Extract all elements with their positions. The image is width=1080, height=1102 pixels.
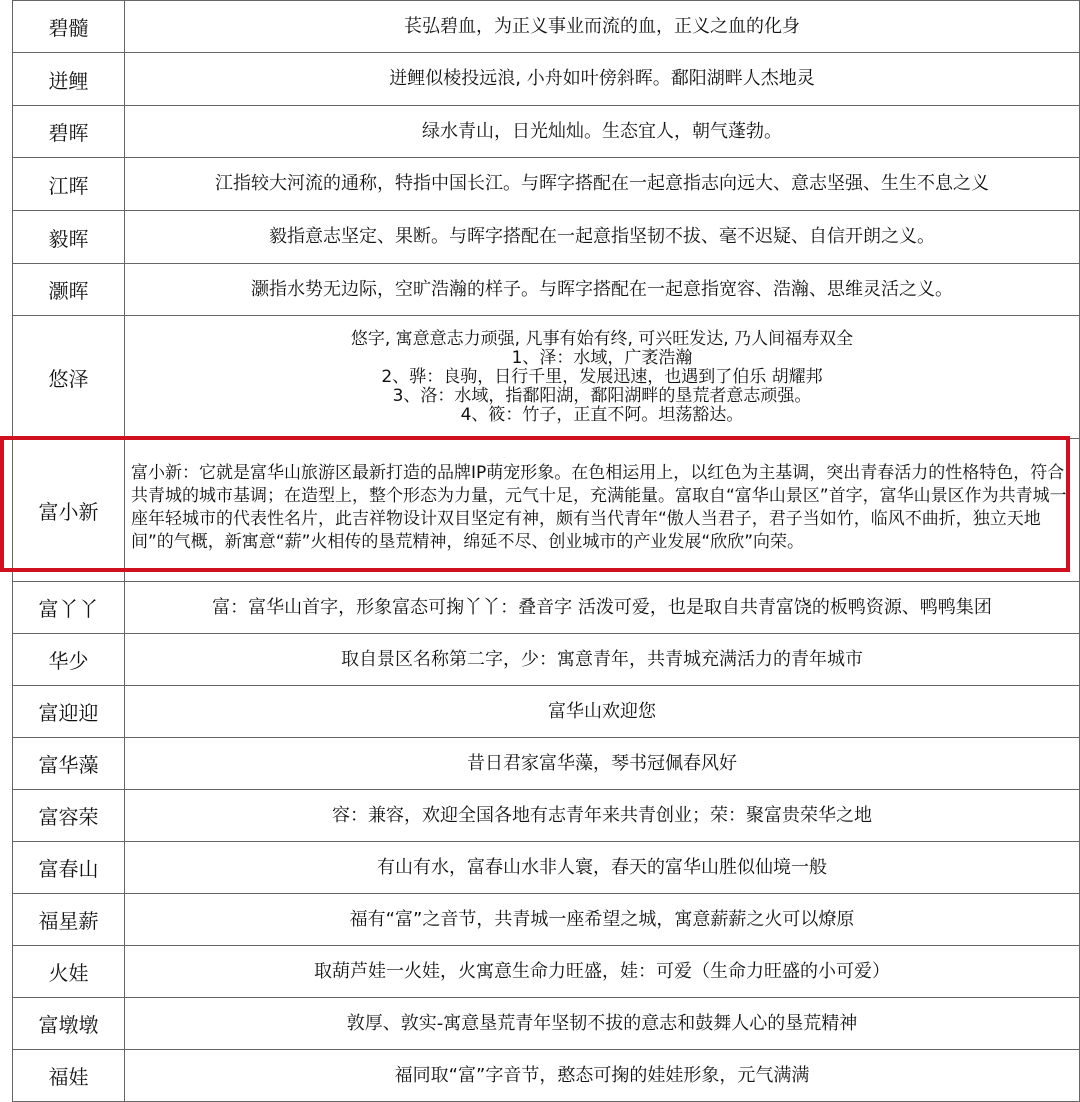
meaning-cell: 富小新：它就是富华山旅游区最新打造的品牌IP萌宠形象。在色相运用上，以红色为主基调，突出青春活力的性格特色，符合共青城的城市基调；在造型上，整个形态为力量，元气十足，充满能量。富取自“富华山景区”首字，富华山景区作为共青城一座年轻城市的代表性名片，此吉祥物设计双目坚定有神，颇有当代青年“傲人当君子，君子当如竹，临风不曲折，独立天地间”的气概，新寓意“薪”火相传的垦荒精神，绵延不尽、创业城市的产业发展“欣欣”向荣。 (125, 439, 1080, 582)
table-row (13, 946, 1080, 998)
meaning-cell: 江指较大河流的通称，特指中国长江。与晖字搭配在一起意指志向远大、意志坚强、生生不息之义 (125, 158, 1080, 211)
meaning-cell: 敦厚、敦实-寓意垦荒青年坚韧不拔的意志和鼓舞人心的垦荒精神 (125, 998, 1080, 1050)
table-row (13, 53, 1080, 106)
name-cell: 富丫丫 (13, 582, 125, 634)
meaning-cell: 富华山欢迎您 (125, 686, 1080, 738)
name-cell: 富容荣 (13, 790, 125, 842)
name-cell: 富春山 (13, 842, 125, 894)
table-row (13, 316, 1080, 439)
name-cell: 碧髓 (13, 1, 125, 53)
table-row (13, 211, 1080, 264)
meaning-line: 悠字, 寓意意志力顽强, 凡事有始有终, 可兴旺发达, 乃人间福寿双全 (350, 328, 854, 349)
table-row (13, 894, 1080, 946)
table-row (13, 686, 1080, 738)
meaning-cell: 取葫芦娃一火娃，火寓意生命力旺盛，娃：可爱（生命力旺盛的小可爱） (125, 946, 1080, 998)
meaning-line: 4、筱：竹子，正直不阿。坦荡豁达。 (460, 404, 744, 425)
name-cell: 富迎迎 (13, 686, 125, 738)
meaning-cell: 灏指水势无边际，空旷浩瀚的样子。与晖字搭配在一起意指宽容、浩瀚、思维灵活之义。 (125, 264, 1080, 316)
table-row (13, 842, 1080, 894)
name-cell: 碧晖 (13, 106, 125, 158)
name-cell: 富墩墩 (13, 998, 125, 1050)
name-cell: 江晖 (13, 158, 125, 211)
name-cell: 华少 (13, 634, 125, 686)
name-cell: 迸鲤 (13, 53, 125, 106)
table-row (13, 998, 1080, 1050)
meaning-cell: 福有“富”之音节，共青城一座希望之城，寓意薪薪之火可以燎原 (125, 894, 1080, 946)
table-row (13, 634, 1080, 686)
meaning-cell: 毅指意志坚定、果断。与晖字搭配在一起意指坚韧不拔、毫不迟疑、自信开朗之义。 (125, 211, 1080, 264)
meaning-line: 1、泽：水域，广袤浩瀚 (511, 347, 693, 368)
meaning-cell: 福同取“富”字音节，憨态可掬的娃娃形象，元气满满 (125, 1050, 1080, 1102)
table-row (13, 738, 1080, 790)
name-cell: 富小新 (13, 439, 125, 582)
meaning-cell: 有山有水，富春山水非人寰，春天的富华山胜似仙境一般 (125, 842, 1080, 894)
table-row (13, 106, 1080, 158)
meaning-line: 2、骅：良驹，日行千里，发展迅速，也遇到了伯乐 胡耀邦 (381, 366, 823, 387)
name-cell: 毅晖 (13, 211, 125, 264)
name-cell: 福娃 (13, 1050, 125, 1102)
meaning-cell-multiline (125, 316, 1080, 439)
name-cell: 悠泽 (13, 316, 125, 439)
meaning-cell: 容：兼容，欢迎全国各地有志青年来共青创业；荣：聚富贵荣华之地 (125, 790, 1080, 842)
table-row (13, 1, 1080, 53)
name-cell: 火娃 (13, 946, 125, 998)
name-cell: 灏晖 (13, 264, 125, 316)
table-row-highlighted (13, 439, 1080, 582)
meaning-cell: 苌弘碧血，为正义事业而流的血，正义之血的化身 (125, 1, 1080, 53)
names-table (12, 0, 1080, 1102)
name-cell: 福星薪 (13, 894, 125, 946)
meaning-cell: 取自景区名称第二字，少：寓意青年，共青城充满活力的青年城市 (125, 634, 1080, 686)
table-row (13, 264, 1080, 316)
meaning-cell: 绿水青山，日光灿灿。生态宜人，朝气蓬勃。 (125, 106, 1080, 158)
table-row (13, 158, 1080, 211)
table-row (13, 1050, 1080, 1102)
table-row (13, 790, 1080, 842)
meaning-cell: 迸鲤似棱投远浪, 小舟如叶傍斜晖。鄱阳湖畔人杰地灵 (125, 53, 1080, 106)
meaning-cell: 富：富华山首字，形象富态可掬丫丫：叠音字 活泼可爱，也是取自共青富饶的板鸭资源、鸭鸭集团 (125, 582, 1080, 634)
table-row (13, 582, 1080, 634)
meaning-cell: 昔日君家富华藻，琴书冠佩春风好 (125, 738, 1080, 790)
name-cell: 富华藻 (13, 738, 125, 790)
meaning-line: 3、洛：水域，指鄱阳湖，鄱阳湖畔的垦荒者意志顽强。 (392, 385, 812, 406)
